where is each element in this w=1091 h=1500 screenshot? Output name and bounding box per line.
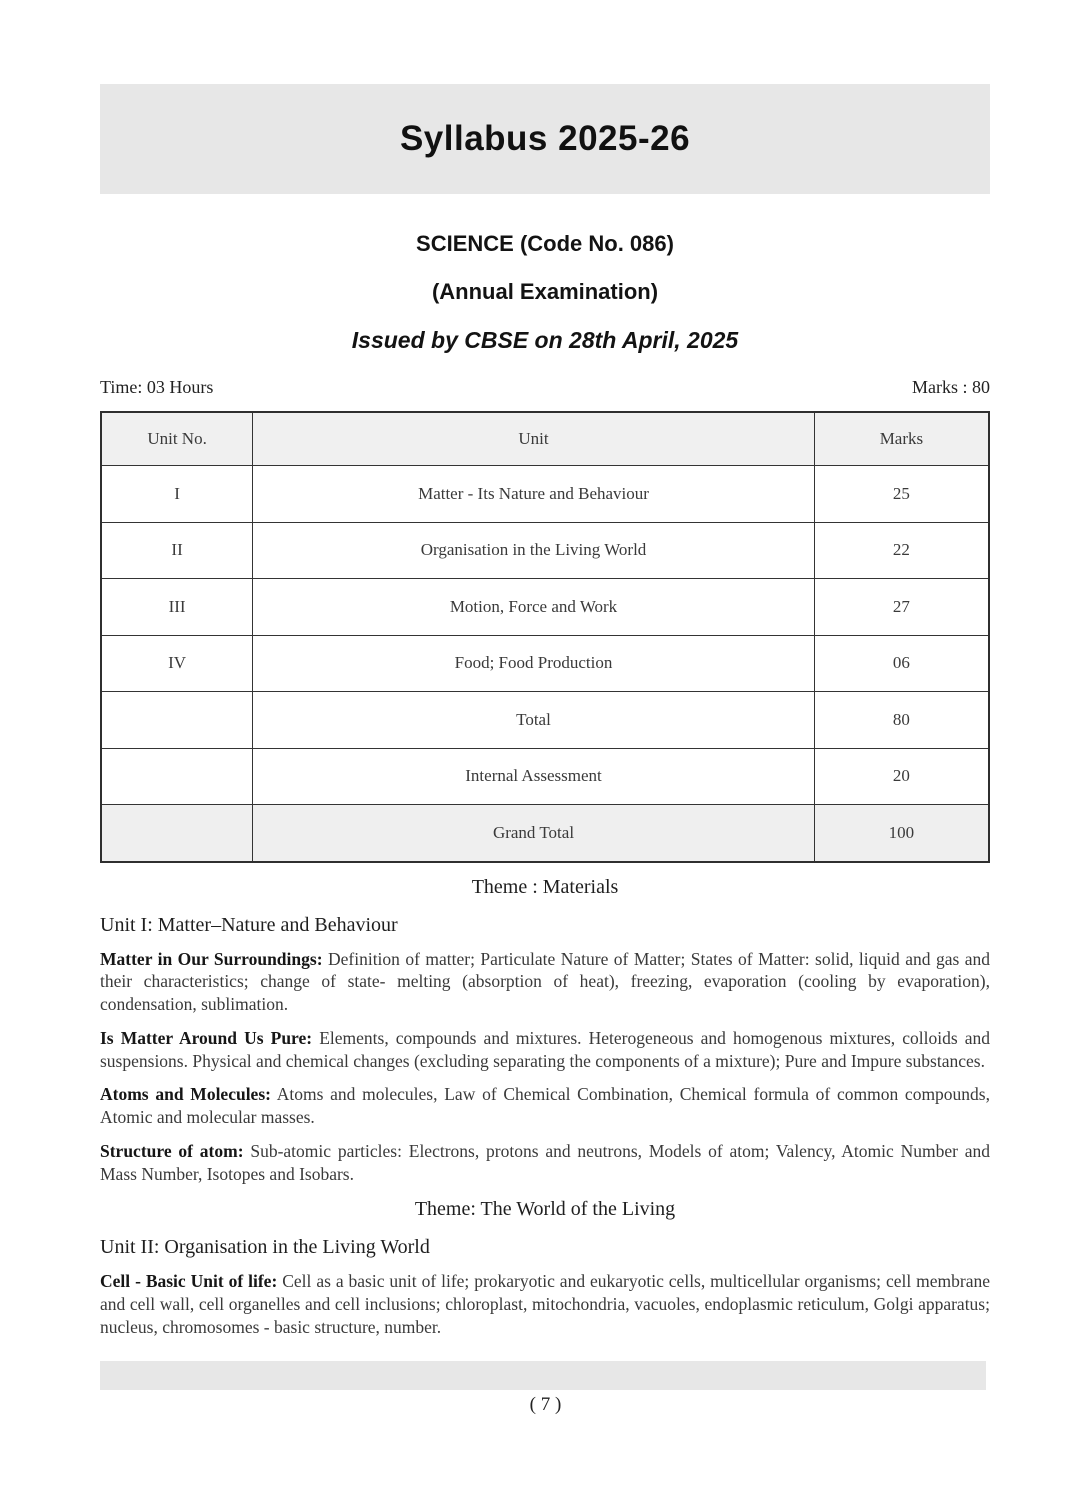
unit-no-cell <box>101 748 253 805</box>
exam-type-heading: (Annual Examination) <box>431 279 659 304</box>
unit-name-cell: Total <box>253 692 815 749</box>
table-row <box>101 466 989 523</box>
unit-name-cell: Food; Food Production <box>253 635 815 692</box>
page-title: Syllabus 2025-26 <box>399 119 691 158</box>
marks-cell: 20 <box>814 748 989 805</box>
unit-no-cell <box>101 692 253 749</box>
paragraph-body: Cell as a basic unit of life; prokaryotic and eukaryotic cells, multicellular organisms; cell membrane and cell wall, cell organelles and cell inclusions; chloroplast, mitochondria, vacuoles, endoplasmic reticulum, Golgi apparatus; nucleus, chromosomes - basic structure, number. <box>100 1271 990 1337</box>
table-row-total <box>101 692 989 749</box>
footer-band <box>100 1361 986 1390</box>
paragraph-body: Atoms and molecules, Law of Chemical Combination, Chemical formula of common compounds, Atomic and molecular masses. <box>100 1084 990 1127</box>
unit-name-cell: Organisation in the Living World <box>253 522 815 579</box>
marks-cell: 27 <box>814 579 989 636</box>
meta-row <box>100 377 990 398</box>
marks-cell: 100 <box>814 805 989 862</box>
unit-no-cell: III <box>101 579 253 636</box>
paragraph-lead: Structure of atom: <box>100 1140 244 1161</box>
paragraph-body: Elements, compounds and mixtures. Heterogeneous and homogenous mixtures, colloids and suspensions. Physical and chemical changes (excluding separating the components of a mixture); Pure and Impure substances. <box>100 1027 991 1071</box>
marks-distribution-table <box>100 411 990 863</box>
paragraph-lead: Atoms and Molecules: <box>100 1084 271 1105</box>
paragraph-matter-in-our-surroundings <box>100 948 990 1016</box>
table-row <box>101 579 989 636</box>
unit-name-cell: Internal Assessment <box>253 748 815 805</box>
paragraph-body: Sub-atomic particles: Electrons, protons and neutrons, Models of atom; Valency, Atomic Number and Mass Number, Isotopes and Isobars. <box>100 1140 991 1184</box>
col-header-marks: Marks <box>814 412 989 466</box>
unit-1-heading: Unit I: Matter–Nature and Behaviour <box>100 913 398 936</box>
theme-heading-world-of-the-living: Theme: The World of the Living <box>414 1198 676 1221</box>
subject-code-heading: SCIENCE (Code No. 086) <box>416 231 674 256</box>
time-label: Time: 03 Hours <box>100 377 214 397</box>
unit-no-cell: II <box>101 522 253 579</box>
table-row-internal-assessment <box>101 748 989 805</box>
col-header-unit-no: Unit No. <box>101 412 253 466</box>
issued-by-heading: Issued by CBSE on 28th April, 2025 <box>351 327 739 353</box>
table-row <box>101 522 989 579</box>
table-header-row <box>101 412 989 466</box>
marks-label: Marks : 80 <box>912 377 990 397</box>
unit-no-cell <box>101 805 253 862</box>
paragraph-body: Definition of matter; Particulate Nature of Matter; States of Matter: solid, liquid and gas and their characteristics; change of state- melting (absorption of heat), freezing, evaporation (cooling by evaporation), condensation, sublimation. <box>100 948 990 1014</box>
unit-no-cell: IV <box>101 635 253 692</box>
marks-cell: 25 <box>814 466 989 523</box>
title-banner <box>100 84 990 194</box>
marks-cell: 06 <box>814 635 989 692</box>
unit-name-cell: Grand Total <box>253 805 815 862</box>
paragraph-lead: Matter in Our Surroundings: <box>100 948 323 969</box>
unit-name-cell: Motion, Force and Work <box>253 579 815 636</box>
paragraph-cell-basic-unit-of-life <box>100 1270 990 1338</box>
table-row <box>101 635 989 692</box>
marks-cell: 80 <box>814 692 989 749</box>
paragraph-atoms-and-molecules <box>100 1083 990 1129</box>
page-content <box>100 0 990 1339</box>
col-header-unit: Unit <box>253 412 815 466</box>
marks-cell: 22 <box>814 522 989 579</box>
unit-2-heading: Unit II: Organisation in the Living World <box>100 1236 430 1259</box>
unit-name-cell: Matter - Its Nature and Behaviour <box>253 466 815 523</box>
paragraph-lead: Cell - Basic Unit of life: <box>100 1271 278 1292</box>
unit-no-cell: I <box>101 466 253 523</box>
paragraph-is-matter-around-us-pure <box>100 1027 990 1073</box>
table-row-grand-total <box>101 805 989 862</box>
page-number: ( 7 ) <box>529 1394 562 1415</box>
theme-heading-materials: Theme : Materials <box>471 875 619 898</box>
paragraph-structure-of-atom <box>100 1140 990 1186</box>
paragraph-lead: Is Matter Around Us Pure: <box>100 1027 313 1048</box>
